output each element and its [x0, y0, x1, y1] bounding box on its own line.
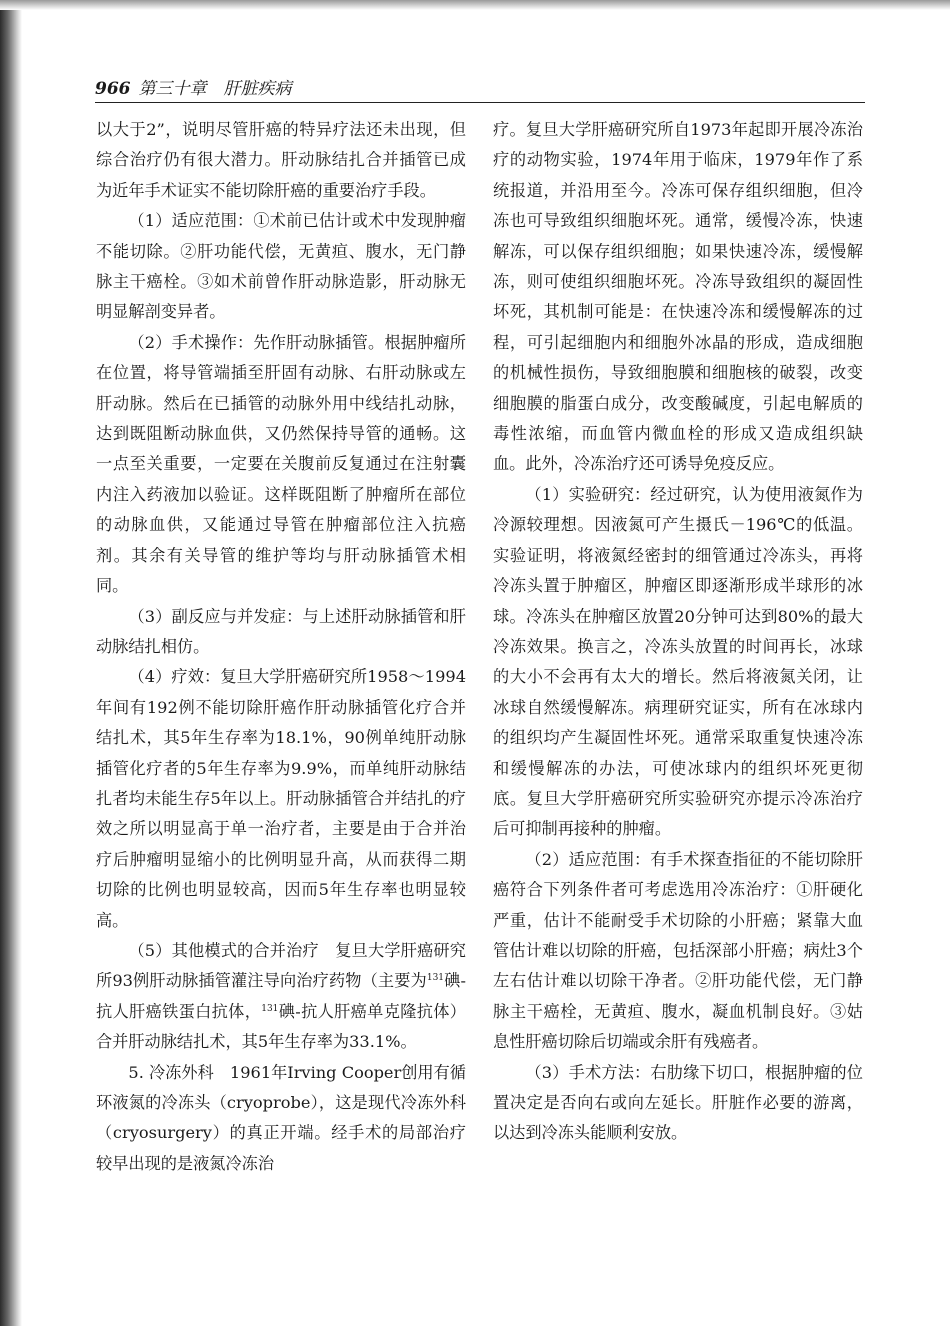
header-rule [95, 102, 865, 103]
paragraph: 疗。复旦大学肝癌研究所自1973年起即开展冷冻治疗的动物实验，1974年用于临床，1979年作了系统报道，并沿用至今。冷冻可保存组织细胞，但冷冻也可导致组织细胞坏死。通常，缓慢冷冻，快速解冻，可以保存组织细胞；如果快速冷冻，缓慢解冻，则可使组织细胞坏死。冷冻导致组织的凝固性坏死，其机制可能是：在快速冷冻和缓慢解冻的过程，可引起细胞内和细胞外冰晶的形成，造成细胞的机械性损伤，导致细胞膜和细胞核的破裂，改变细胞膜的脂蛋白成分，改变酸碱度，引起电解质的毒性浓缩，而血管内微血栓的形成又造成组织缺血。此外，冷冻治疗还可诱导免疫反应。 [493, 120, 863, 474]
paragraph: （3）副反应与并发症：与上述肝动脉插管和肝动脉结扎相仿。 [96, 606, 466, 656]
paragraph: （3）手术方法：右肋缘下切口，根据肿瘤的位置决定是否向右或向左延长。肝脏作必要的游离，以达到冷冻头能顺利安放。 [493, 1062, 863, 1143]
paragraph: 5. 冷冻外科 1961年Irving Cooper创用有循环液氮的冷冻头（cryoprobe），这是现代冷冻外科（cryosurgery）的真正开端。经手术的局部治疗较早出现的是液氮冷冻治 [96, 1062, 466, 1173]
paragraph: （1）适应范围：①术前已估计或术中发现肿瘤不能切除。②肝功能代偿，无黄疸、腹水，无门静脉主干癌栓。③如术前曾作肝动脉造影，肝动脉无明显解剖变异者。 [96, 211, 466, 322]
superscript: 131 [426, 973, 445, 984]
page-number: 966 [95, 79, 131, 99]
text-run: （5）其他模式的合并治疗 复旦大学肝癌研究所93例肝动脉插管灌注导向治疗药物（主要为 [96, 940, 466, 991]
paragraph: （1）实验研究：经过研究，认为使用液氮作为冷源较理想。因液氮可产生摄氏－196℃的低温。实验证明，将液氮经密封的细管通过冷冻头，再将冷冻头置于肿瘤区，肿瘤区即逐渐形成半球形的冰球。冷冻头在肿瘤区放置20分钟可达到80%的最大冷冻效果。换言之，冷冻头放置的时间再长，冰球的大小不会再有太大的增长。然后将液氮关闭，让冰球自然缓慢解冻。病理研究证实，所有在冰球内的组织均产生凝固性坏死。通常采取重复快速冷冻和缓慢解冻的办法，可使冰球内的组织坏死更彻底。复旦大学肝癌研究所实验研究亦提示冷冻治疗后可抑制再接种的肿瘤。 [493, 484, 863, 839]
text-run: 碘-抗人肝癌单克隆抗体）合并肝动脉结扎术，其5年生存率为33.1%。 [96, 1001, 466, 1052]
paragraph: 以大于2”，说明尽管肝癌的特异疗法还未出现，但综合治疗仍有很大潜力。肝动脉结扎合并插管已成为近年手术证实不能切除肝癌的重要治疗手段。 [96, 120, 466, 200]
left-column [96, 115, 466, 1179]
right-column [493, 115, 863, 1149]
scan-shadow-top [0, 0, 950, 10]
text-run: 碘-抗人肝癌铁蛋白抗体， [96, 971, 466, 1021]
running-header [95, 78, 875, 100]
paragraph: （4）疗效：复旦大学肝癌研究所1958～1994年间有192例不能切除肝癌作肝动脉插管化疗合并结扎术，其5年生存率为18.1%，90例单纯肝动脉插管化疗者的5年生存率为9.9%，而单纯肝动脉结扎者均未能生存5年以上。肝动脉插管合并结扎的疗效之所以明显高于单一治疗者，主要是由于合并治疗后肿瘤明显缩小的比例明显升高，从而获得二期切除的比例也明显较高，因而5年生存率也明显较高。 [96, 667, 466, 930]
paragraph: （2）适应范围：有手术探查指征的不能切除肝癌符合下列条件者可考虑选用冷冻治疗：①肝硬化严重，估计不能耐受手术切除的小肝癌；紧靠大血管估计难以切除的肝癌，包括深部小肝癌；病灶3个左右估计难以切除干净者。②肝功能代偿，无门静脉主干癌栓，无黄疸、腹水，凝血机制良好。③姑息性肝癌切除后切端或余肝有残癌者。 [493, 849, 863, 1052]
paragraph: （2）手术操作：先作肝动脉插管。根据肿瘤所在位置，将导管端插至肝固有动脉、右肝动脉或左肝动脉。然后在已插管的动脉外用中线结扎动脉，达到既阻断动脉血供，又仍然保持导管的通畅。这一点至关重要，一定要在关腹前反复通过在注射囊内注入药液加以验证。这样既阻断了肿瘤所在部位的动脉血供，又能通过导管在肿瘤部位注入抗癌剂。其余有关导管的维护等均与肝动脉插管术相同。 [96, 332, 466, 596]
running-title: 第三十章 肝脏疾病 [138, 79, 292, 99]
superscript: 131 [261, 1003, 279, 1014]
scan-shadow-left [0, 0, 22, 1326]
paragraph [96, 936, 466, 1058]
